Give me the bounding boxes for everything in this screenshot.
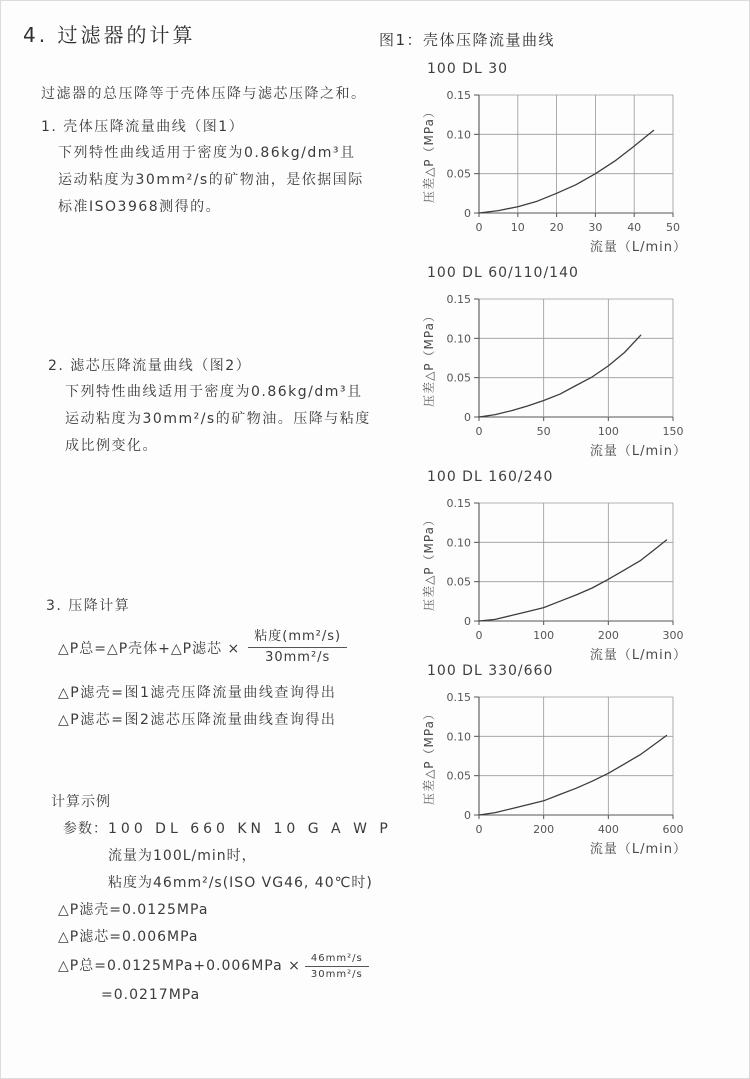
chart-title: 100 DL 60/110/140 bbox=[427, 265, 579, 281]
params-label: 参数： bbox=[63, 821, 108, 837]
pressure-curve bbox=[479, 335, 641, 417]
section-1 bbox=[41, 114, 364, 221]
condition-line: 流量为100L/min时， bbox=[108, 848, 257, 864]
y-tick-label: 0.10 bbox=[446, 536, 471, 550]
x-tick-label: 400 bbox=[597, 823, 619, 836]
formula-notes bbox=[58, 680, 347, 734]
viscosity-fraction bbox=[248, 627, 347, 668]
chart-svg bbox=[413, 491, 733, 667]
chart-title: 100 DL 30 bbox=[427, 61, 509, 77]
x-tick-label: 30 bbox=[588, 221, 603, 234]
y-tick-label: 0.15 bbox=[446, 497, 471, 510]
condition-line: 粘度为46mm²/s(ISO VG46, 40℃时) bbox=[108, 875, 373, 891]
note-line: △P滤芯=图2滤芯压降流量曲线查询得出 bbox=[58, 712, 337, 729]
section-2-body bbox=[65, 379, 371, 460]
fraction-denominator: 30mm²/s bbox=[305, 966, 369, 982]
viscosity-fraction bbox=[305, 951, 369, 982]
y-tick-label: 0.15 bbox=[446, 89, 471, 102]
example-heading: 计算示例 bbox=[51, 794, 111, 810]
x-tick-label: 20 bbox=[549, 221, 564, 234]
chart-block-100-dl-330-660 bbox=[413, 663, 743, 865]
chart-canvas bbox=[413, 685, 743, 865]
y-tick-label: 0.05 bbox=[446, 371, 471, 385]
x-tick-label: 200 bbox=[533, 823, 555, 836]
chart-block-100-dl-160-240 bbox=[413, 469, 743, 671]
chart-block-100-dl-60-110-140 bbox=[413, 265, 743, 467]
body-line: 标准ISO3968测得的。 bbox=[58, 199, 222, 215]
pressure-curve bbox=[479, 130, 654, 213]
body-line: 运动粘度为30mm²/s的矿物油，是依据国际 bbox=[58, 172, 364, 188]
y-axis-title: 压差△P（MPa） bbox=[422, 309, 436, 407]
x-tick-label: 0 bbox=[475, 425, 483, 438]
x-tick-label: 50 bbox=[536, 425, 551, 438]
section-2 bbox=[48, 353, 371, 460]
section-1-body bbox=[58, 140, 364, 221]
y-axis-title: 压差△P（MPa） bbox=[422, 105, 436, 203]
y-tick-label: 0.15 bbox=[446, 293, 471, 306]
x-axis-title: 流量（L/min） bbox=[589, 240, 687, 255]
x-tick-label: 0 bbox=[475, 629, 483, 642]
chart-svg bbox=[413, 83, 733, 259]
y-tick-label: 0 bbox=[464, 207, 471, 220]
fraction-numerator: 粘度(mm²/s) bbox=[254, 629, 342, 644]
x-tick-label: 10 bbox=[510, 221, 525, 234]
x-tick-label: 0 bbox=[475, 221, 483, 234]
chart-title: 100 DL 330/660 bbox=[427, 663, 554, 679]
x-axis-title: 流量（L/min） bbox=[589, 648, 687, 663]
x-tick-label: 40 bbox=[627, 221, 642, 234]
y-tick-label: 0.05 bbox=[446, 167, 471, 181]
x-tick-label: 300 bbox=[662, 629, 684, 642]
section-2-heading: 2. 滤芯压降流量曲线（图2） bbox=[48, 358, 252, 374]
y-tick-label: 0.15 bbox=[446, 691, 471, 704]
total-formula bbox=[58, 951, 392, 982]
example-params bbox=[63, 816, 392, 843]
chart-svg bbox=[413, 287, 733, 463]
x-tick-label: 100 bbox=[597, 425, 619, 438]
total-result: =0.0217MPa bbox=[101, 987, 201, 1003]
calculation-example bbox=[51, 789, 392, 1009]
result-line: △P滤壳=0.0125MPa bbox=[58, 902, 209, 918]
formula-lhs: △P总=△P壳体+△P滤芯 × bbox=[58, 640, 241, 657]
x-tick-label: 100 bbox=[533, 629, 555, 642]
fraction-denominator: 30mm²/s bbox=[248, 647, 347, 668]
body-line: 成比例变化。 bbox=[65, 438, 158, 454]
section-3-heading: 3. 压降计算 bbox=[46, 598, 131, 614]
y-tick-label: 0 bbox=[464, 615, 471, 628]
fraction-numerator: 46mm²/s bbox=[310, 953, 363, 964]
body-line: 下列特性曲线适用于密度为0.86kg/dm³且 bbox=[58, 145, 356, 161]
x-tick-label: 600 bbox=[662, 823, 684, 836]
figure-header: 图1：壳体压降流量曲线 bbox=[379, 31, 556, 49]
total-lhs: △P总=0.0125MPa+0.006MPa × bbox=[58, 958, 301, 974]
x-tick-label: 0 bbox=[475, 823, 483, 836]
y-axis-title: 压差△P（MPa） bbox=[422, 513, 436, 611]
chart-block-100-dl-30 bbox=[413, 61, 743, 263]
y-axis-title: 压差△P（MPa） bbox=[422, 707, 436, 805]
y-tick-label: 0.10 bbox=[446, 730, 471, 744]
x-axis-title: 流量（L/min） bbox=[589, 842, 687, 857]
chart-canvas bbox=[413, 491, 743, 671]
y-tick-label: 0 bbox=[464, 411, 471, 424]
x-tick-label: 50 bbox=[666, 221, 680, 234]
pressure-curve bbox=[479, 540, 667, 621]
section-1-heading: 1. 壳体压降流量曲线（图1） bbox=[41, 119, 245, 135]
y-tick-label: 0.05 bbox=[446, 769, 471, 783]
section-3 bbox=[46, 593, 347, 734]
intro-paragraph: 过滤器的总压降等于壳体压降与滤芯压降之和。 bbox=[41, 86, 367, 102]
body-line: 下列特性曲线适用于密度为0.86kg/dm³且 bbox=[65, 384, 363, 400]
pressure-drop-formula bbox=[58, 627, 347, 668]
body-line: 运动粘度为30mm²/s的矿物油。压降与粘度 bbox=[65, 411, 371, 427]
x-tick-label: 150 bbox=[662, 425, 684, 438]
y-tick-label: 0 bbox=[464, 809, 471, 822]
pressure-curve bbox=[479, 736, 667, 816]
y-tick-label: 0.10 bbox=[446, 128, 471, 142]
chart-svg bbox=[413, 685, 733, 861]
model-code: 100 DL 660 KN 10 G A W P bbox=[108, 821, 392, 837]
note-line: △P滤壳=图1滤壳压降流量曲线查询得出 bbox=[58, 685, 337, 702]
chart-title: 100 DL 160/240 bbox=[427, 469, 554, 485]
x-axis-title: 流量（L/min） bbox=[589, 444, 687, 459]
chart-canvas bbox=[413, 287, 743, 467]
result-line: △P滤芯=0.006MPa bbox=[58, 929, 199, 945]
x-tick-label: 200 bbox=[597, 629, 619, 642]
y-tick-label: 0.10 bbox=[446, 332, 471, 346]
page-title: 4. 过滤器的计算 bbox=[23, 23, 196, 47]
y-tick-label: 0.05 bbox=[446, 575, 471, 589]
chart-canvas bbox=[413, 83, 743, 263]
